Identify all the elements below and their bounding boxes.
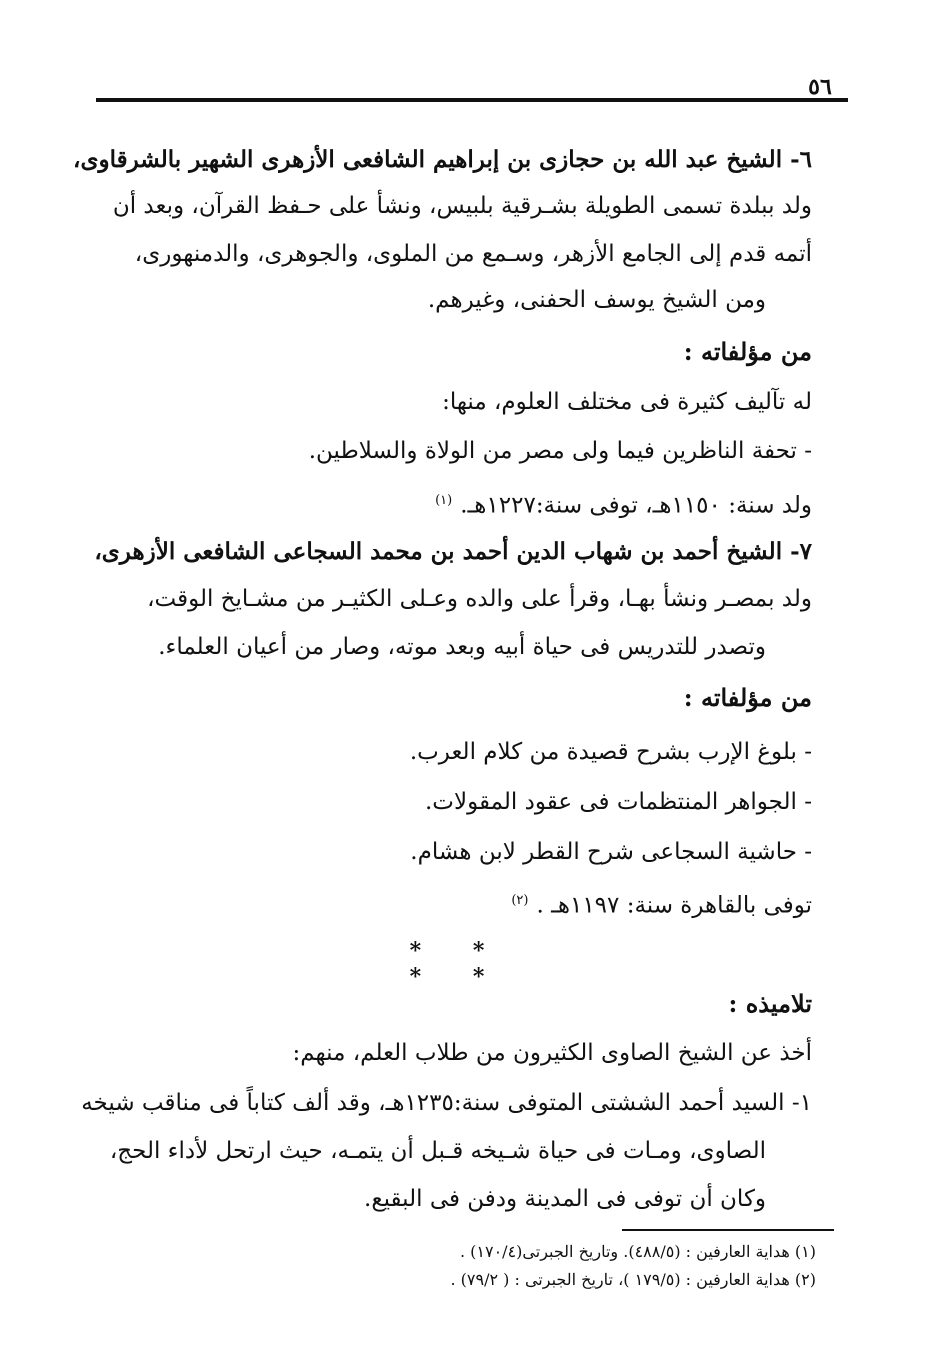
entry-7-title: ٧- الشيخ أحمد بن شهاب الدين أحمد بن محمد السجاعى الشافعى الأزهرى،: [94, 538, 812, 565]
work-item: - حاشية السجاعى شرح القطر لابن هشام.: [410, 839, 812, 865]
works-intro: له تآليف كثيرة فى مختلف العلوم، منها:: [442, 389, 812, 415]
entry-7-line-2: وتصدر للتدريس فى حياة أبيه وبعد موته، وصار من أعيان العلماء.: [158, 634, 766, 660]
entry-6-line-1: ولد ببلدة تسمى الطويلة بشـرقية بلبيس، ونشأ على حـفظ القرآن، وبعد أن: [112, 193, 812, 219]
section-separator: * * * *: [409, 938, 507, 990]
footnote-ref-1: (١): [435, 493, 453, 508]
work-item: - الجواهر المنتظمات فى عقود المقولات.: [424, 789, 812, 815]
student-1-line-3: وكان أن توفى فى المدينة ودفن فى البقيع.: [364, 1186, 766, 1212]
entry-7-line-1: ولد بمصـر ونشأ بهـا، وقرأ على والده وعـلى الكثيـر من مشـايخ الوقت،: [147, 586, 812, 612]
work-item: - تحفة الناظرين فيما ولى مصر من الولاة والسلاطين.: [308, 438, 812, 464]
work-item: - بلوغ الإرب بشرح قصيدة من كلام العرب.: [409, 739, 812, 765]
students-intro: أخذ عن الشيخ الصاوى الكثيرون من طلاب العلم، منهم:: [292, 1040, 812, 1066]
entry-6-line-3: ومن الشيخ يوسف الحفنى، وغيرهم.: [427, 287, 766, 313]
footnote-2: (٢) هداية العارفين : (١٧٩/٥ )، تاريخ الجبرتى : ( ٧٩/٢) .: [450, 1270, 816, 1289]
birth-death-text: ولد سنة: ١١٥٠هـ، توفى سنة:١٢٢٧هـ.: [460, 492, 812, 519]
footnote-ref-2: (٢): [511, 893, 529, 908]
footnote-rule: [622, 1229, 834, 1231]
header-rule: [96, 98, 848, 102]
section-heading-works-2: من مؤلفاته :: [683, 683, 812, 712]
section-heading-works: من مؤلفاته :: [683, 337, 812, 366]
footnote-1: (١) هداية العارفين : (٤٨٨/٥). وتاريخ الجبرتى(١٧٠/٤) .: [459, 1242, 816, 1261]
student-1-line-2: الصاوى، ومـات فى حياة شـيخه قـبل أن يتمـه، حيث ارتحل لأداء الحج،: [109, 1138, 766, 1164]
death-text: توفى بالقاهرة سنة: ١١٩٧هـ .: [536, 892, 812, 919]
section-heading-students: تلاميذه :: [728, 989, 812, 1018]
page-number: ٥٦: [808, 74, 832, 100]
entry-6-line-2: أتمه قدم إلى الجامع الأزهر، وسـمع من الملوى، والجوهرى، والدمنهورى،: [134, 241, 812, 267]
birth-death-line: [435, 484, 812, 523]
entry-6-title: ٦- الشيخ عبد الله بن حجازى بن إبراهيم الشافعى الأزهرى الشهير بالشرقاوى،: [73, 146, 812, 173]
student-1-line-1: ١- السيد أحمد الششتى المتوفى سنة:١٢٣٥هـ، وقد ألف كتاباً فى مناقب شيخه: [81, 1090, 812, 1116]
death-line: [511, 884, 812, 923]
